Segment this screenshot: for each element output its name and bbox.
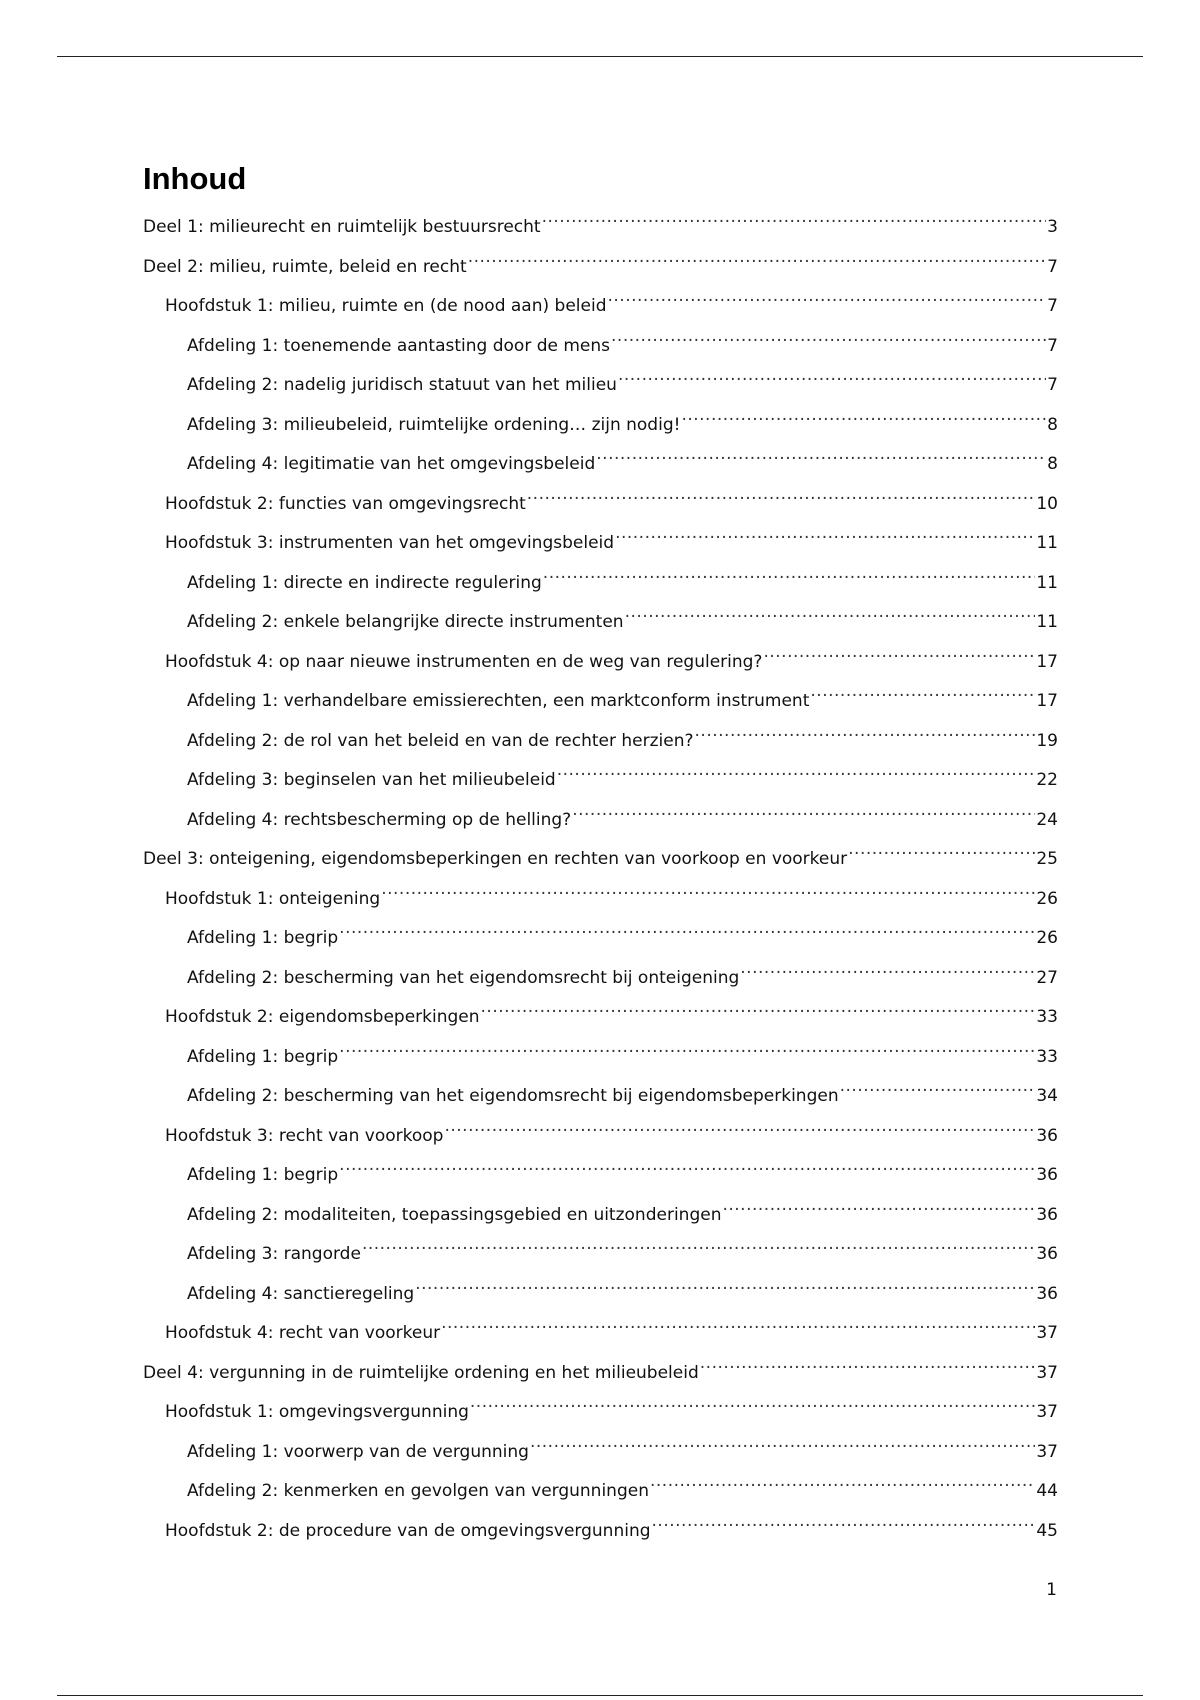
dot-leader <box>441 1314 1035 1338</box>
toc-entry-page: 7 <box>1047 296 1058 316</box>
toc-entry-page: 7 <box>1047 256 1058 277</box>
dot-leader <box>527 485 1036 509</box>
dot-leader <box>625 603 1036 627</box>
dot-leader <box>339 1156 1035 1180</box>
toc-entry[interactable] <box>143 840 1058 880</box>
toc-entry[interactable] <box>143 1235 1058 1275</box>
toc-entry-title: Afdeling 2: enkele belangrijke directe instrumenten <box>187 612 624 632</box>
dot-leader <box>652 1512 1036 1536</box>
toc-entry-title: Hoofdstuk 3: instrumenten van het omgevingsbeleid <box>165 533 615 553</box>
dot-leader <box>470 1393 1035 1417</box>
toc-container <box>143 160 1058 1551</box>
toc-entry[interactable] <box>143 643 1058 683</box>
toc-entry-page: 11 <box>1036 533 1058 553</box>
toc-entry-page: 36 <box>1036 1165 1058 1185</box>
toc-entry[interactable] <box>143 524 1058 564</box>
dot-leader <box>362 1235 1035 1259</box>
toc-entry-page: 24 <box>1036 809 1058 830</box>
toc-entry-title: Deel 4: vergunning in de ruimtelijke ordening en het milieubeleid <box>143 1362 699 1383</box>
toc-entry-page: 37 <box>1036 1323 1058 1343</box>
dot-leader <box>339 919 1035 943</box>
toc-entry-title: Afdeling 3: rangorde <box>187 1244 361 1264</box>
toc-entry[interactable] <box>143 366 1058 406</box>
toc-entry[interactable] <box>143 998 1058 1038</box>
dot-leader <box>700 1354 1036 1378</box>
toc-entry-page: 44 <box>1036 1481 1058 1501</box>
dot-leader <box>810 682 1035 706</box>
dot-leader <box>740 959 1035 983</box>
dot-leader <box>530 1433 1035 1457</box>
toc-entry-title: Afdeling 1: begrip <box>187 1046 339 1067</box>
toc-entry-page: 11 <box>1036 612 1058 632</box>
toc-entry-page: 33 <box>1036 1007 1058 1027</box>
toc-entry[interactable] <box>143 287 1058 327</box>
toc-entry-page: 45 <box>1036 1520 1058 1541</box>
toc-entry[interactable] <box>143 1472 1058 1512</box>
toc-entry-page: 8 <box>1047 414 1058 435</box>
toc-entry[interactable] <box>143 1117 1058 1157</box>
toc-entry-page: 25 <box>1036 849 1058 869</box>
toc-entry-title: Deel 2: milieu, ruimte, beleid en recht <box>143 256 467 277</box>
dot-leader <box>763 643 1035 667</box>
toc-entry-title: Afdeling 2: de rol van het beleid en van de rechter herzien? <box>187 730 694 751</box>
toc-entry[interactable] <box>143 1077 1058 1117</box>
dot-leader <box>481 998 1036 1022</box>
dot-leader <box>468 248 1046 272</box>
toc-entry[interactable] <box>143 327 1058 367</box>
toc-entry-title: Afdeling 1: begrip <box>187 1165 339 1185</box>
toc-entry[interactable] <box>143 919 1058 959</box>
toc-entry-title: Afdeling 2: bescherming van het eigendomsrecht bij eigendomsbeperkingen <box>187 1086 839 1106</box>
toc-entry[interactable] <box>143 1512 1058 1552</box>
toc-entry-title: Deel 3: onteigening, eigendomsbeperkingen en rechten van voorkoop en voorkeur <box>143 849 848 869</box>
toc-entry-page: 17 <box>1036 651 1058 672</box>
toc-entry-title: Hoofdstuk 1: omgevingsvergunning <box>165 1402 469 1422</box>
toc-entry-title: Afdeling 2: bescherming van het eigendomsrecht bij onteigening <box>187 967 740 988</box>
toc-entry-page: 3 <box>1047 217 1058 237</box>
toc-entry-page: 27 <box>1036 967 1058 988</box>
toc-entry[interactable] <box>143 1354 1058 1394</box>
toc-entry-title: Hoofdstuk 2: eigendomsbeperkingen <box>165 1007 480 1027</box>
toc-entry-page: 10 <box>1036 493 1058 514</box>
toc-entry[interactable] <box>143 1314 1058 1354</box>
toc-entry[interactable] <box>143 1393 1058 1433</box>
toc-entry-page: 37 <box>1036 1402 1058 1422</box>
toc-entry[interactable] <box>143 959 1058 999</box>
toc-entry-page: 17 <box>1036 691 1058 711</box>
toc-entry-title: Afdeling 3: milieubeleid, ruimtelijke ordening… zijn nodig! <box>187 414 681 435</box>
toc-entry[interactable] <box>143 1196 1058 1236</box>
toc-entry-page: 19 <box>1036 730 1058 751</box>
toc-entry-title: Afdeling 1: verhandelbare emissierechten, een marktconform instrument <box>187 691 810 711</box>
dot-leader <box>415 1275 1035 1299</box>
toc-entry[interactable] <box>143 880 1058 920</box>
page-number: 1 <box>1046 1580 1057 1600</box>
toc-entry-page: 34 <box>1036 1086 1058 1106</box>
toc-entry-page: 33 <box>1036 1046 1058 1067</box>
toc-entry-title: Afdeling 2: modaliteiten, toepassingsgebied en uitzonderingen <box>187 1204 722 1225</box>
toc-entry-page: 37 <box>1036 1441 1058 1462</box>
toc-entry-page: 7 <box>1047 335 1058 356</box>
toc-entry-title: Hoofdstuk 4: op naar nieuwe instrumenten en de weg van regulering? <box>165 651 763 672</box>
dot-leader <box>339 1038 1035 1062</box>
toc-entry[interactable] <box>143 564 1058 604</box>
toc-entry[interactable] <box>143 406 1058 446</box>
toc-entry[interactable] <box>143 682 1058 722</box>
toc-entry-title: Hoofdstuk 1: milieu, ruimte en (de nood aan) beleid <box>165 296 607 316</box>
dot-leader <box>543 564 1036 588</box>
toc-entry-title: Afdeling 2: nadelig juridisch statuut van het milieu <box>187 375 617 395</box>
dot-leader <box>557 761 1036 785</box>
toc-entry-title: Afdeling 4: legitimatie van het omgevingsbeleid <box>187 454 596 474</box>
page-title: Inhoud <box>143 161 247 196</box>
toc-entry-page: 8 <box>1047 454 1058 474</box>
toc-entry-page: 11 <box>1036 572 1058 593</box>
toc-entry[interactable] <box>143 1433 1058 1473</box>
header-rule <box>57 56 1143 57</box>
toc-entry-title: Deel 1: milieurecht en ruimtelijk bestuursrecht <box>143 217 541 237</box>
toc-entry-page: 26 <box>1036 928 1058 948</box>
toc-entry-page: 37 <box>1036 1362 1058 1383</box>
dot-leader <box>572 801 1035 825</box>
dot-leader <box>615 524 1035 548</box>
toc-entry[interactable] <box>143 1156 1058 1196</box>
dot-leader <box>650 1472 1035 1496</box>
toc-entry-page: 7 <box>1047 375 1058 395</box>
toc-entry[interactable] <box>143 208 1058 248</box>
toc-entry[interactable] <box>143 485 1058 525</box>
toc-entry-title: Afdeling 1: voorwerp van de vergunning <box>187 1441 529 1462</box>
dot-leader <box>840 1077 1036 1101</box>
toc-entry[interactable] <box>143 248 1058 288</box>
toc-entry-title: Hoofdstuk 1: onteigening <box>165 888 381 909</box>
toc-entry-page: 36 <box>1036 1283 1058 1304</box>
toc-entry-title: Afdeling 4: rechtsbescherming op de helling? <box>187 809 572 830</box>
toc-entry-title: Afdeling 1: begrip <box>187 928 339 948</box>
dot-leader <box>848 840 1035 864</box>
table-of-contents <box>143 208 1058 1551</box>
toc-entry-title: Afdeling 4: sanctieregeling <box>187 1283 415 1304</box>
dot-leader <box>608 287 1047 311</box>
toc-entry-page: 36 <box>1036 1125 1058 1146</box>
toc-entry-page: 26 <box>1036 888 1058 909</box>
dot-leader <box>444 1117 1035 1141</box>
toc-entry-title: Afdeling 1: toenemende aantasting door de mens <box>187 335 611 356</box>
toc-entry[interactable] <box>143 1275 1058 1315</box>
toc-entry-title: Afdeling 3: beginselen van het milieubeleid <box>187 770 556 790</box>
toc-entry[interactable] <box>143 603 1058 643</box>
toc-entry[interactable] <box>143 761 1058 801</box>
toc-entry[interactable] <box>143 445 1058 485</box>
dot-leader <box>618 366 1046 390</box>
toc-entry-title: Afdeling 1: directe en indirecte regulering <box>187 572 542 593</box>
toc-entry-title: Hoofdstuk 2: de procedure van de omgevingsvergunning <box>165 1520 651 1541</box>
toc-entry-page: 36 <box>1036 1204 1058 1225</box>
dot-leader <box>681 406 1046 430</box>
dot-leader <box>695 722 1036 746</box>
dot-leader <box>542 208 1047 232</box>
dot-leader <box>722 1196 1035 1220</box>
dot-leader <box>611 327 1046 351</box>
toc-entry-page: 22 <box>1036 770 1058 790</box>
toc-entry[interactable] <box>143 801 1058 841</box>
toc-entry-title: Hoofdstuk 2: functies van omgevingsrecht <box>165 493 526 514</box>
footer-rule <box>57 1695 1143 1696</box>
toc-entry[interactable] <box>143 722 1058 762</box>
toc-entry-title: Afdeling 2: kenmerken en gevolgen van vergunningen <box>187 1481 649 1501</box>
toc-entry-page: 36 <box>1036 1244 1058 1264</box>
toc-entry-title: Hoofdstuk 4: recht van voorkeur <box>165 1323 441 1343</box>
dot-leader <box>381 880 1035 904</box>
toc-entry[interactable] <box>143 1038 1058 1078</box>
toc-entry-title: Hoofdstuk 3: recht van voorkoop <box>165 1125 444 1146</box>
dot-leader <box>596 445 1046 469</box>
